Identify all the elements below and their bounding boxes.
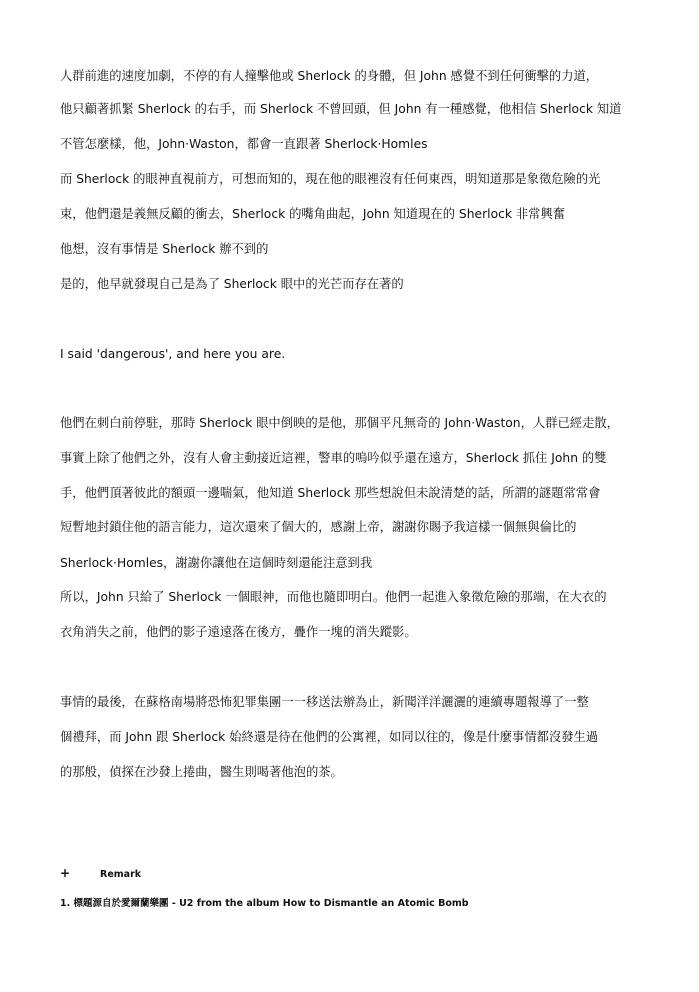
body-line-1: 人群前進的速度加劇，不停的有人撞擊他或 Sherlock 的身體，但 John 感覺不到任何衝擊的力道，	[60, 69, 599, 83]
body-line-13: 所以，John 只給了 Sherlock 一個眼神，而他也隨即明白。他們一起進入象徵危險的那端，在大衣的	[60, 590, 607, 604]
body-line-3: 不管怎麼樣，他，John·Waston，都會一直跟著 Sherlock·Homles	[60, 137, 428, 151]
body-line-12: Sherlock·Homles，謝謝你讓他在這個時刻還能注意到我	[60, 556, 373, 570]
body-line-11: 短暫地封鎖住他的語言能力，這次還來了個大的，感謝上帝，謝謝你賜予我這樣一個無與倫比的	[60, 520, 577, 534]
body-line-5: 束，他們還是義無反顧的衝去，Sherlock 的嘴角曲起，John 知道現在的 Sherlock 非常興奮	[60, 207, 566, 221]
body-line-7: 是的，他早就發現自己是為了 Sherlock 眼中的光芒而存在著的	[60, 277, 404, 291]
body-line-9: 事實上除了他們之外，沒有人會主動接近這裡，警車的嗚吟似乎還在遠方，Sherlock 抓住 John 的雙	[60, 451, 607, 465]
body-line-4: 而 Sherlock 的眼神直視前方，可想而知的，現在他的眼裡沒有任何東西，明知道那是象徵危險的光	[60, 172, 601, 186]
body-line-16: 個禮拜，而 John 跟 Sherlock 始終還是待在他們的公寓裡，如同以往的，像是什麼事情都沒發生過	[60, 730, 599, 744]
remark-marker: +	[60, 866, 71, 880]
body-line-15: 事情的最後，在蘇格南場將恐怖犯罪集團一一移送法辦為止，新聞洋洋灑灑的連續專題報導了一整	[60, 695, 589, 709]
quote-line: I said 'dangerous', and here you are.	[60, 347, 286, 361]
body-line-6: 他想，沒有事情是 Sherlock 辦不到的	[60, 242, 269, 256]
body-line-14: 衣角消失之前，他們的影子遠遠落在後方，疊作一塊的消失蹤影。	[60, 625, 417, 639]
footnote-1: 1. 標題源自於愛爾蘭樂團 - U2 from the album How to Dismantle an Atomic Bomb	[60, 898, 469, 909]
body-line-10: 手，他們頂著彼此的額頭一邊喘氣，他知道 Sherlock 那些想說但未說清楚的話，所謂的謎題常常會	[60, 486, 601, 500]
body-line-2: 他只顧著抓緊 Sherlock 的右手，而 Sherlock 不曾回頭，但 John 有一種感覺，他相信 Sherlock 知道	[60, 102, 622, 116]
body-line-8: 他們在刺白前停駐，那時 Sherlock 眼中倒映的是他，那個平凡無奇的 John·Waston，人群已經走散，	[60, 416, 619, 430]
remark-heading: Remark	[100, 869, 142, 880]
body-line-17: 的那般，偵探在沙發上捲曲，醫生則喝著他泡的茶。	[60, 765, 343, 779]
